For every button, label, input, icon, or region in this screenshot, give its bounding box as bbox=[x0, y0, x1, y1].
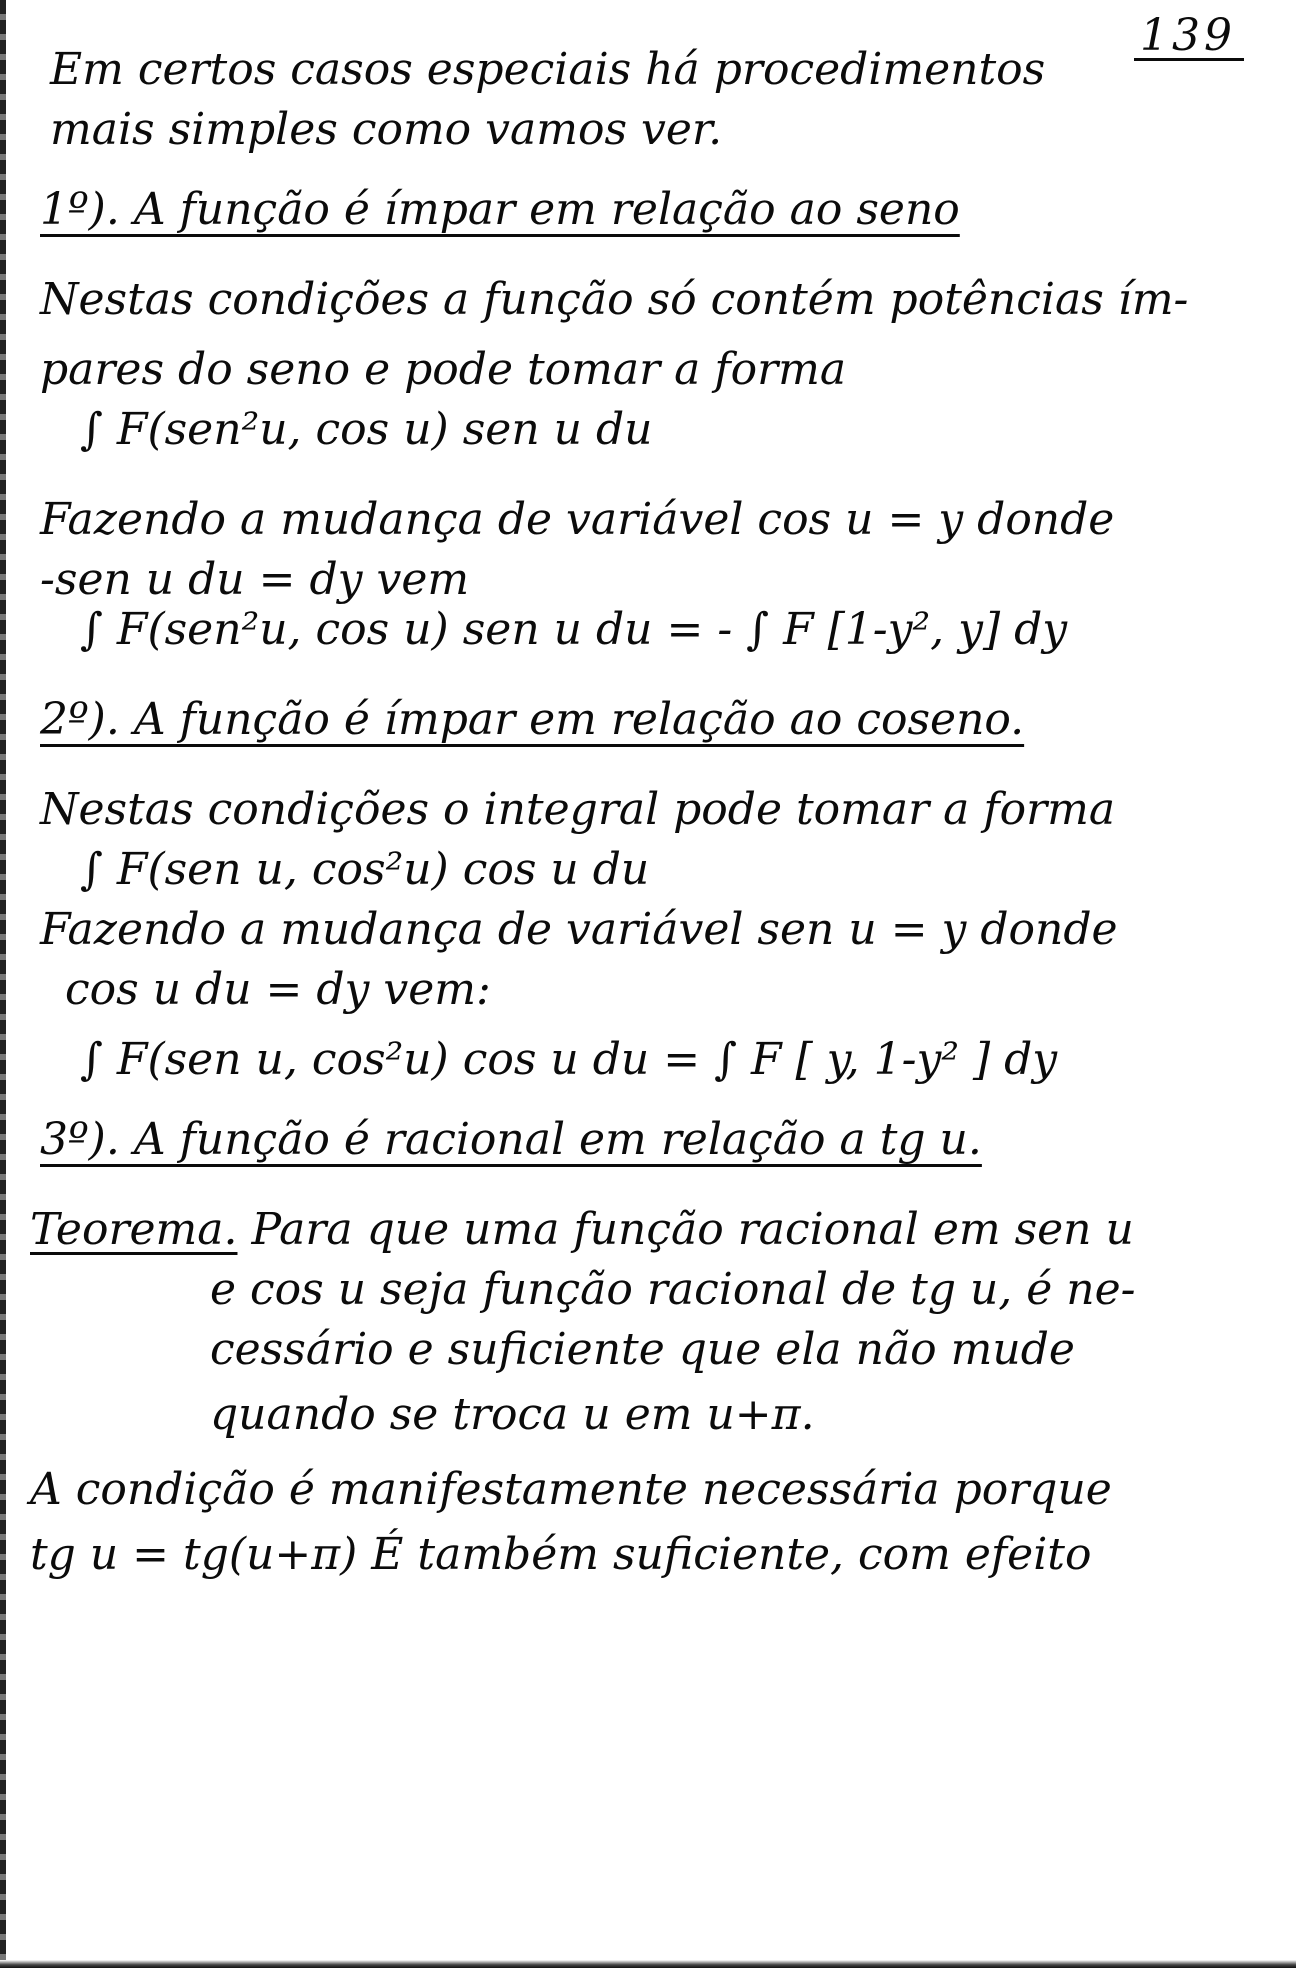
text-line-8: -sen u du = dy vem bbox=[40, 554, 470, 605]
text-line-13: Fazendo a mudança de variável sen u = y donde bbox=[40, 904, 1118, 955]
text-line-7: Fazendo a mudança de variável cos u = y donde bbox=[40, 494, 1115, 545]
text-line-22: tg u = tg(u+π) É também suficiente, com efeito bbox=[30, 1529, 1092, 1580]
theorem-line-1 bbox=[30, 1200, 1266, 1260]
theorem-line-2: e cos u seja função racional de tg u, é ne- bbox=[210, 1264, 1136, 1315]
text-line-21: A condição é manifestamente necessária porque bbox=[30, 1464, 1112, 1515]
text-line-11: Nestas condições o integral pode tomar a forma bbox=[40, 784, 1116, 835]
text-line-5: pares do seno e pode tomar a forma bbox=[40, 344, 847, 395]
section-heading-3: 3º). A função é racional em relação a tg u. bbox=[40, 1114, 982, 1165]
section-heading-1: 1º). A função é ímpar em relação ao seno bbox=[40, 184, 960, 235]
formula-2: ∫ F(sen²u, cos u) sen u du = - ∫ F [1-y², y] dy bbox=[80, 604, 1068, 655]
theorem-line-3: cessário e suficiente que ela não mude bbox=[210, 1324, 1075, 1375]
section-heading-2: 2º). A função é ímpar em relação ao coseno. bbox=[40, 694, 1025, 745]
text-line-1: Em certos casos especiais há procedimentos bbox=[50, 44, 1046, 95]
page-bottom-edge bbox=[0, 1960, 1296, 1968]
page-left-edge bbox=[0, 0, 6, 1968]
formula-3: ∫ F(sen u, cos²u) cos u du bbox=[80, 844, 650, 895]
text-line-14: cos u du = dy vem: bbox=[65, 964, 491, 1015]
page-number: 139 bbox=[1140, 10, 1236, 61]
formula-1: ∫ F(sen²u, cos u) sen u du bbox=[80, 404, 653, 455]
theorem-label: Teorema. bbox=[30, 1204, 238, 1255]
theorem-line-4: quando se troca u em u+π. bbox=[210, 1389, 815, 1440]
theorem-text-1: Para que uma função racional em sen u bbox=[251, 1204, 1134, 1255]
formula-4: ∫ F(sen u, cos²u) cos u du = ∫ F [ y, 1-y² ] dy bbox=[80, 1034, 1058, 1085]
text-line-4: Nestas condições a função só contém potências ím- bbox=[40, 274, 1189, 325]
text-line-2: mais simples como vamos ver. bbox=[50, 104, 723, 155]
